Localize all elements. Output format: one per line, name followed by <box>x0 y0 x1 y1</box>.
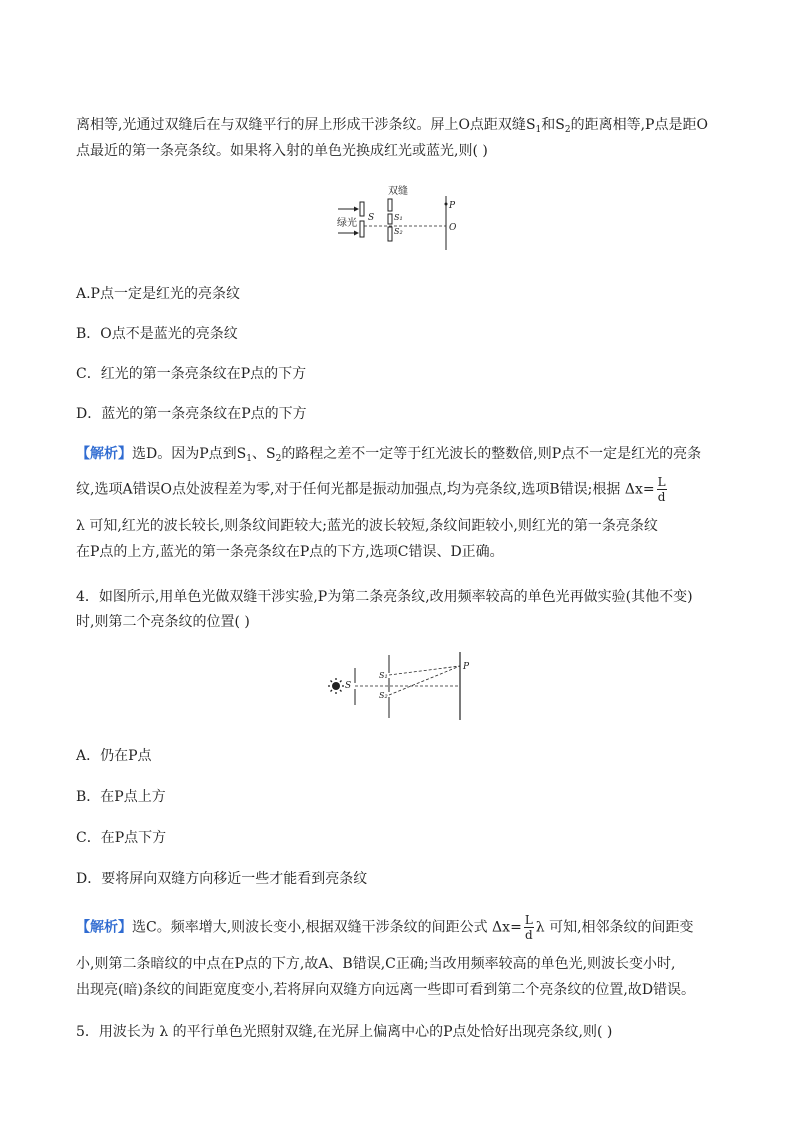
q4-analysis-text-a: 选C。频率增大,则波长变小,根据双缝干涉条纹的间距公式 Δx= <box>132 919 522 936</box>
q4-double-slit-figure <box>320 650 480 725</box>
q3-option-b: B．O点不是蓝光的亮条纹 <box>76 326 238 342</box>
s-label: S <box>345 681 352 691</box>
fraction-denominator: d <box>657 490 666 504</box>
fraction-l-over-d <box>524 913 534 942</box>
double-slit-bottom <box>388 227 392 241</box>
fraction-numerator: L <box>657 475 666 489</box>
single-slit-bottom <box>360 221 364 237</box>
q3-analysis-line1 <box>76 444 726 469</box>
point-p <box>445 203 448 206</box>
double-slit-label: 双缝 <box>388 186 408 197</box>
q4-analysis-line2: 小,则第二条暗纹的中点在P点的下方,故A、B错误,C正确;当改用频率较高的单色光,则波长变小时, <box>76 956 676 972</box>
q3-analysis-text-b: 、S <box>251 446 276 462</box>
fraction-numerator: L <box>524 913 533 927</box>
q4-analysis-line1 <box>76 913 726 942</box>
sun-icon <box>328 678 344 694</box>
s-label: S <box>368 213 375 223</box>
q4-stem-line1: 4．如图所示,用单色光做双缝干涉实验,P为第二条亮条纹,改用频率较高的单色光再做实验(其他不变) <box>76 589 693 605</box>
q4-analysis-text-b: λ 可知,相邻条纹的间距变 <box>535 919 694 936</box>
fraction-l-over-d <box>657 475 667 504</box>
q3-stem-line2: 点最近的第一条亮条纹。如果将入射的单色光换成红光或蓝光,则( ) <box>76 143 488 159</box>
q3-analysis-text-c: 的路程之差不一定等于红光波长的整数倍,则P点不一定是红光的亮条 <box>281 446 702 462</box>
q4-option-b: B．在P点上方 <box>76 789 166 805</box>
s1-label: S₁ <box>379 671 388 680</box>
subscript-1: 1 <box>246 454 252 464</box>
q4-stem-line2: 时,则第二个亮条纹的位置( ) <box>76 614 250 630</box>
q4-option-a: A．仍在P点 <box>76 748 152 764</box>
subscript-1: 1 <box>535 125 542 135</box>
and-word: 和 <box>541 117 556 133</box>
q3-analysis-text-a: 选D。因为P点到S <box>132 446 247 462</box>
analysis-tag: 【解析】 <box>76 446 132 462</box>
subscript-2: 2 <box>564 125 571 135</box>
double-slit-middle <box>388 214 392 224</box>
q3-stem-line1 <box>76 115 726 140</box>
double-slit-top <box>388 199 392 211</box>
q3-double-slit-figure <box>330 182 470 257</box>
q4-analysis-line3: 出现亮(暗)条纹的间距宽度变小,若将屏向双缝方向远离一些即可看到第二个亮条纹的位置,故D错误。 <box>76 982 696 998</box>
analysis-tag: 【解析】 <box>76 919 132 936</box>
p-label: P <box>449 201 456 211</box>
q3-stem-text-a: 离相等,光通过双缝后在与双缝平行的屏上形成干涉条纹。屏上O点距双缝 <box>76 117 526 133</box>
q3-analysis-text-d: 纹,选项A错误O点处波程差为零,对于任何光都是振动加强点,均为亮条纹,选项B错误;根据 Δx= <box>76 481 655 498</box>
q4-option-d: D．要将屏向双缝方向移近一些才能看到亮条纹 <box>76 871 368 887</box>
q3-option-c: C．红光的第一条亮条纹在P点的下方 <box>76 366 307 382</box>
s2-label: S₂ <box>379 691 388 700</box>
subscript-2: 2 <box>275 454 282 464</box>
q3-option-d: D．蓝光的第一条亮条纹在P点的下方 <box>76 406 307 422</box>
fraction-denominator: d <box>524 928 533 942</box>
green-light-label: 绿光 <box>337 218 357 229</box>
s2-symbol: S <box>555 117 565 133</box>
s1-label: S₁ <box>394 213 403 222</box>
p-label: P <box>463 662 470 672</box>
q3-analysis-line3: λ 可知,红光的波长较长,则条纹间距较大;蓝光的波长较短,条纹间距较小,则红光的第一条亮条纹 <box>76 518 658 534</box>
s1-symbol: S <box>525 117 536 133</box>
s2-label: S₂ <box>394 227 403 236</box>
q3-stem-text-b: 的距离相等,P点是距O <box>570 117 708 133</box>
arrowhead-top <box>354 207 359 212</box>
q5-stem: 5．用波长为 λ 的平行单色光照射双缝,在光屏上偏离中心的P点处恰好出现亮条纹,则( ) <box>76 1024 613 1040</box>
single-slit-top <box>360 202 364 216</box>
arrowhead-bottom <box>354 231 359 236</box>
q3-analysis-line4: 在P点的上方,蓝光的第一条亮条纹在P点的下方,选项C错误、D正确。 <box>76 544 504 560</box>
q3-option-a: A.P点一定是红光的亮条纹 <box>76 286 240 302</box>
q4-option-c: C．在P点下方 <box>76 830 167 846</box>
o-label: O <box>449 223 457 233</box>
q3-analysis-line2 <box>76 475 726 504</box>
